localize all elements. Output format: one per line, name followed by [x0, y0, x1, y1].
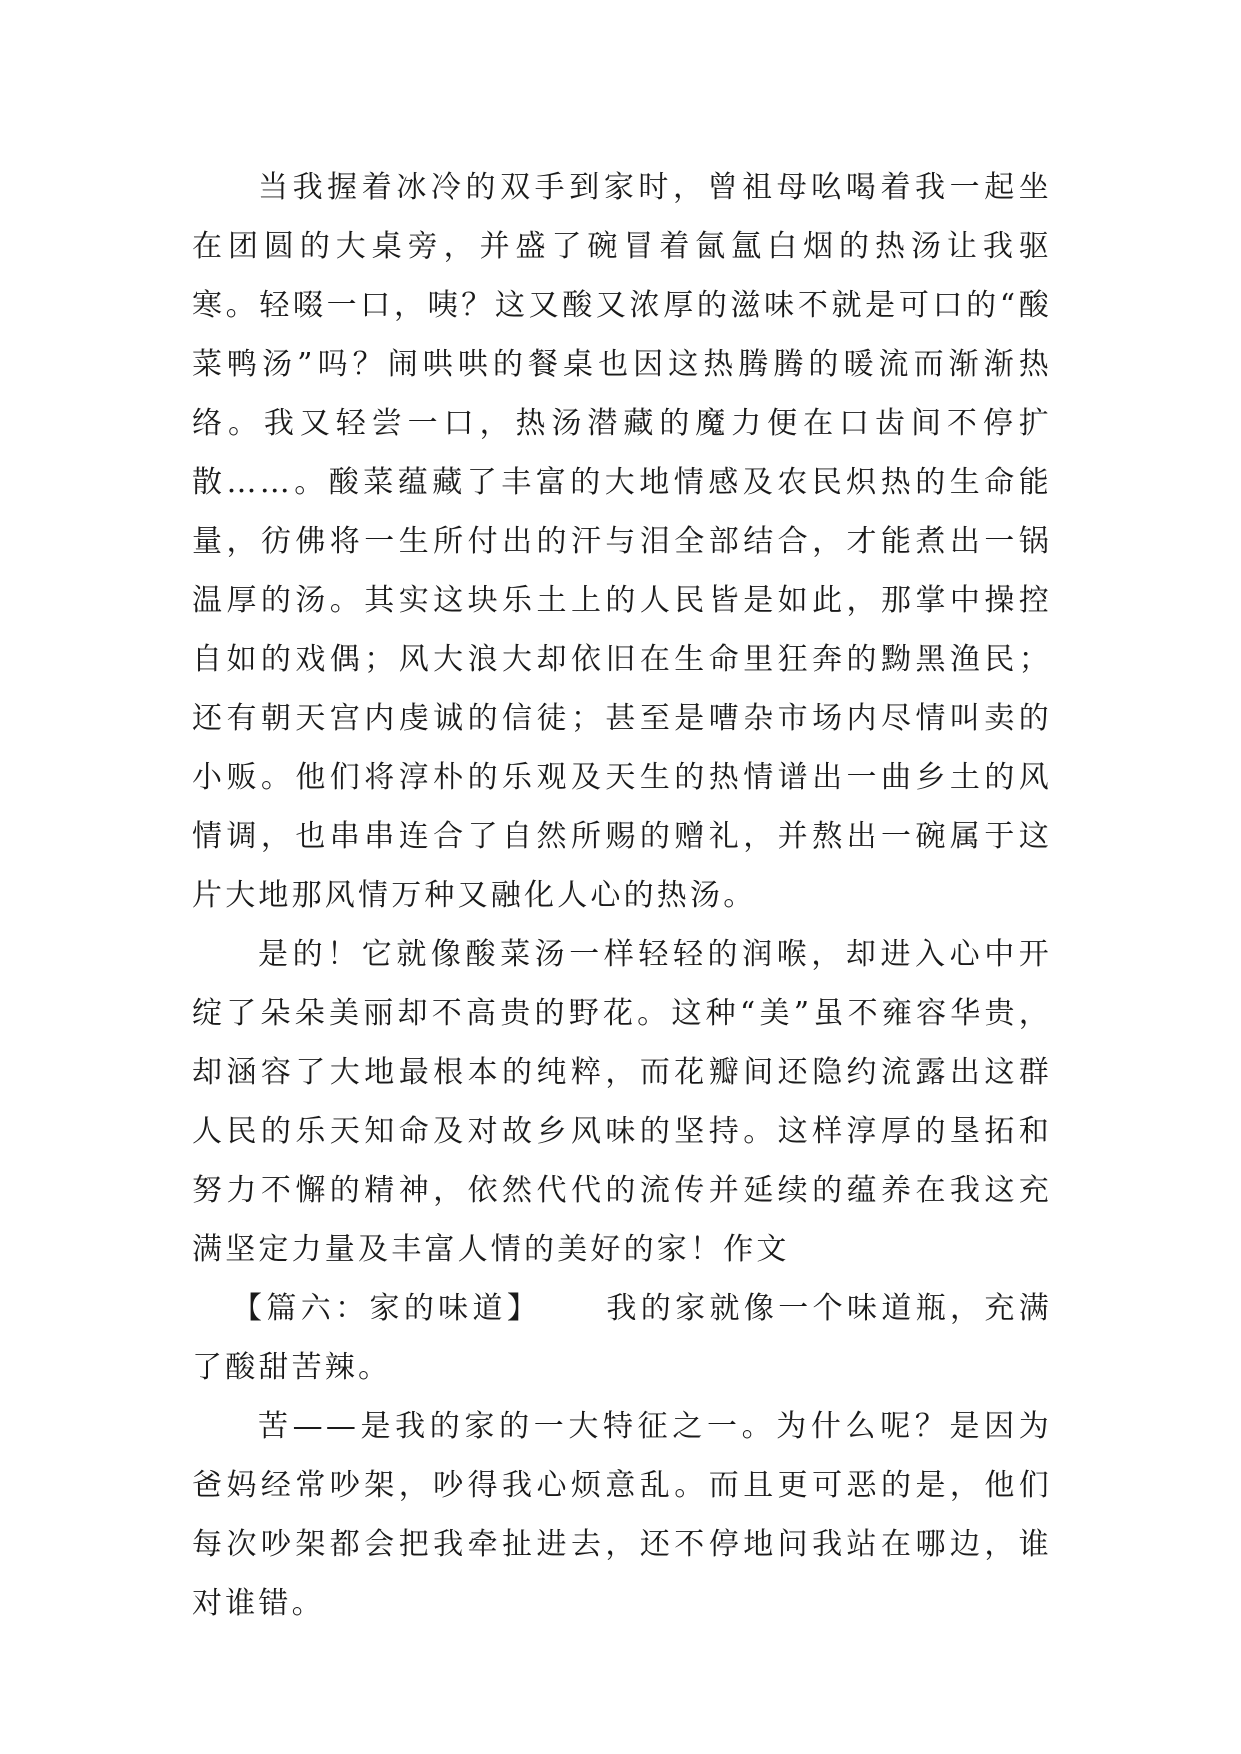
paragraph: 当我握着冰冷的双手到家时，曾祖母吆喝着我一起坐在团圆的大桌旁，并盛了碗冒着氤氲白烟的热汤让我驱寒。轻啜一口，咦？这又酸又浓厚的滋味不就是可口的“酸菜鸭汤”吗？闹哄哄的餐桌也因这热腾腾的暖流而渐渐热络。我又轻尝一口，热汤潜藏的魔力便在口齿间不停扩散……。酸菜蕴藏了丰富的大地情感及农民炽热的生命能量，彷佛将一生所付出的汗与泪全部结合，才能煮出一锅温厚的汤。其实这块乐土上的人民皆是如此，那掌中操控自如的戏偶；风大浪大却依旧在生命里狂奔的黝黑渔民；还有朝天宫内虔诚的信徒；甚至是嘈杂市场内尽情叫卖的小贩。他们将淳朴的乐观及天生的热情谱出一曲乡土的风情调，也串串连合了自然所赐的赠礼，并熬出一碗属于这片大地那风情万种又融化人心的热汤。 — [192, 170, 1052, 913]
paragraph: 苦——是我的家的一大特征之一。为什么呢？是因为爸妈经常吵架，吵得我心烦意乱。而且更可恶的是，他们每次吵架都会把我牵扯进去，还不停地问我站在哪边，谁对谁错。 — [192, 1409, 1052, 1621]
section-paragraph — [192, 1279, 1052, 1397]
section-intro-text: 我的家就像一个味道瓶，充满了酸甜苦辣。 — [192, 1291, 1052, 1385]
document-body — [192, 158, 1052, 1633]
section-title: 【篇六：家的味道】 — [232, 1291, 542, 1326]
paragraph: 是的！它就像酸菜汤一样轻轻的润喉，却进入心中开绽了朵朵美丽却不高贵的野花。这种“美”虽不雍容华贵，却涵容了大地最根本的纯粹，而花瓣间还隐约流露出这群人民的乐天知命及对故乡风味的坚持。这样淳厚的垦拓和努力不懈的精神，依然代代的流传并延续的蕴养在我这充满坚定力量及丰富人情的美好的家！作文 — [192, 937, 1052, 1267]
